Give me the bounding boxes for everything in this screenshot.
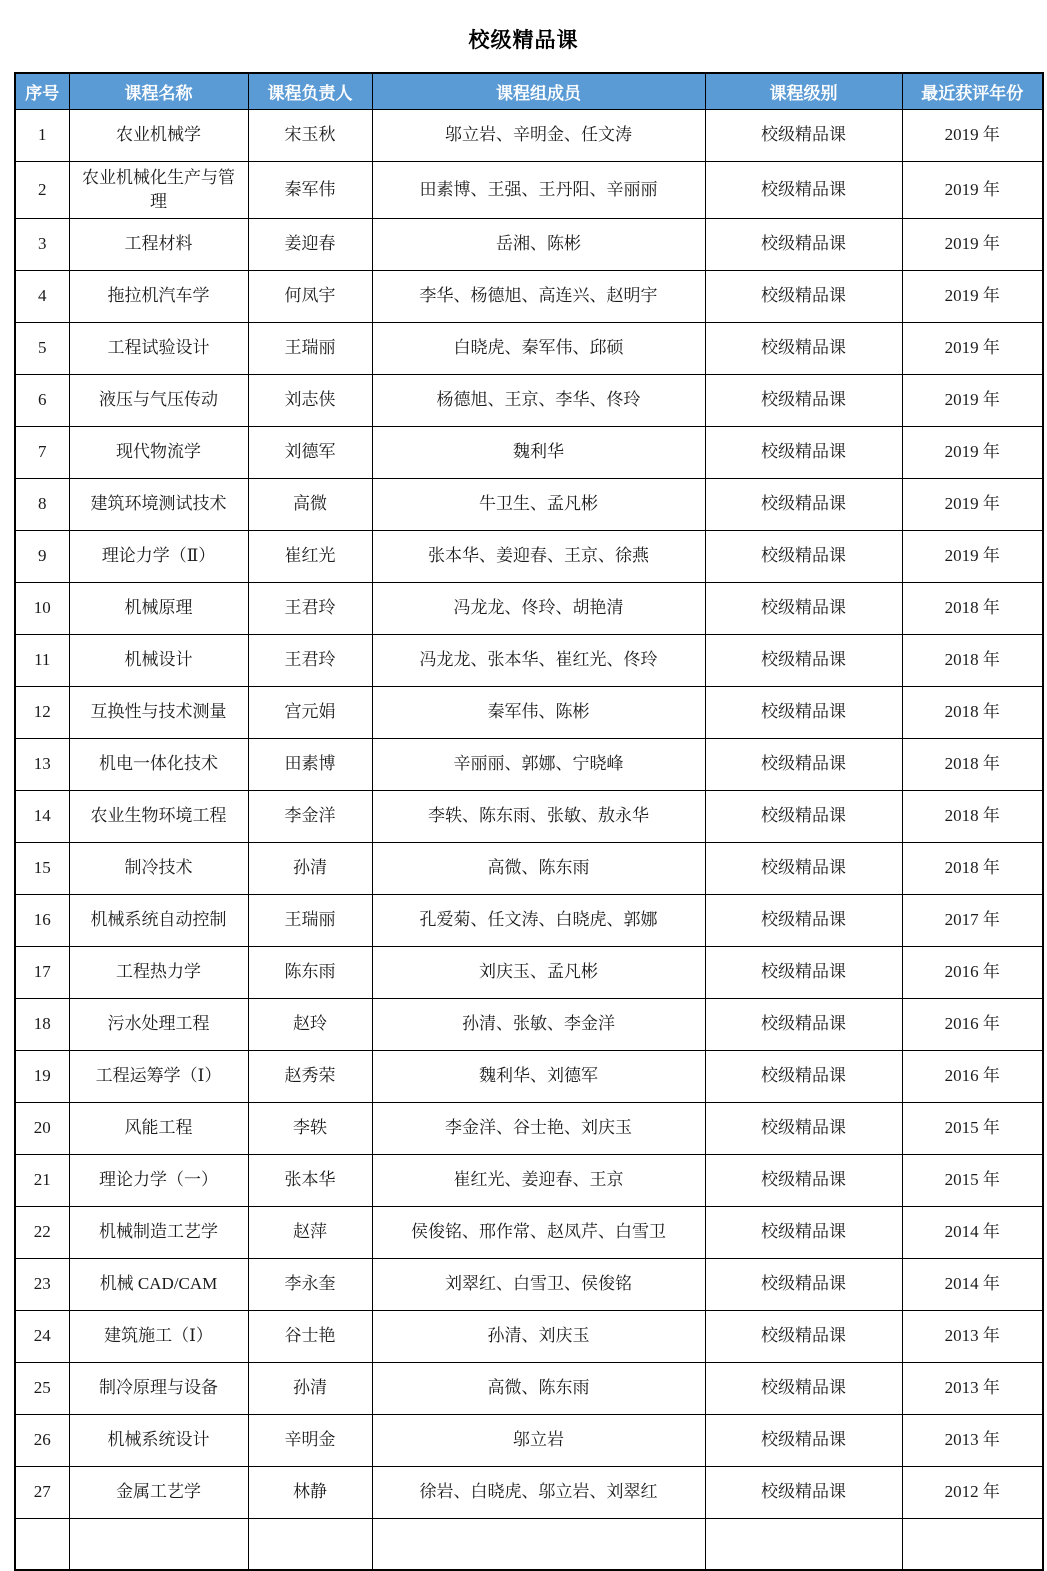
table-row [15,530,1043,582]
table-row [15,322,1043,374]
course-cell: 理论力学（Ⅱ） [69,530,248,582]
year-cell: 2019 年 [902,426,1043,478]
members-cell: 高微、陈东雨 [372,1362,705,1414]
course-cell: 机械原理 [69,582,248,634]
leader-cell: 王君玲 [248,582,372,634]
no-cell: 21 [15,1154,69,1206]
level-cell: 校级精品课 [705,998,902,1050]
no-cell: 4 [15,270,69,322]
year-cell: 2016 年 [902,1050,1043,1102]
course-cell: 污水处理工程 [69,998,248,1050]
table-row [15,1206,1043,1258]
year-cell: 2014 年 [902,1258,1043,1310]
leader-cell: 李轶 [248,1102,372,1154]
no-cell: 17 [15,946,69,998]
year-cell: 2016 年 [902,998,1043,1050]
table-row [15,998,1043,1050]
members-cell: 田素博、王强、王丹阳、辛丽丽 [372,161,705,218]
level-cell: 校级精品课 [705,946,902,998]
table-row [15,582,1043,634]
leader-cell: 谷士艳 [248,1310,372,1362]
table-row [15,1154,1043,1206]
members-cell: 邬立岩 [372,1414,705,1466]
table-row [15,374,1043,426]
no-cell: 8 [15,478,69,530]
year-cell: 2018 年 [902,686,1043,738]
leader-cell: 李永奎 [248,1258,372,1310]
level-cell: 校级精品课 [705,1258,902,1310]
leader-cell: 林静 [248,1466,372,1518]
course-cell: 农业机械化生产与管理 [69,161,248,218]
no-cell-empty [15,1518,69,1570]
course-cell: 风能工程 [69,1102,248,1154]
no-cell: 27 [15,1466,69,1518]
course-cell: 工程热力学 [69,946,248,998]
level-cell: 校级精品课 [705,478,902,530]
level-cell: 校级精品课 [705,634,902,686]
year-cell: 2019 年 [902,161,1043,218]
year-cell-empty [902,1518,1043,1570]
table-row-partial [15,1518,1043,1570]
leader-cell: 赵秀荣 [248,1050,372,1102]
no-cell: 10 [15,582,69,634]
leader-cell: 刘德军 [248,426,372,478]
members-cell: 杨德旭、王京、李华、佟玲 [372,374,705,426]
no-cell: 2 [15,161,69,218]
members-cell: 崔红光、姜迎春、王京 [372,1154,705,1206]
members-cell: 刘翠红、白雪卫、侯俊铭 [372,1258,705,1310]
no-cell: 22 [15,1206,69,1258]
leader-cell: 刘志侠 [248,374,372,426]
level-cell-empty [705,1518,902,1570]
table-row [15,109,1043,161]
course-cell: 机电一体化技术 [69,738,248,790]
course-cell: 拖拉机汽车学 [69,270,248,322]
table-row [15,1310,1043,1362]
members-cell: 魏利华、刘德军 [372,1050,705,1102]
no-cell: 16 [15,894,69,946]
course-cell: 金属工艺学 [69,1466,248,1518]
table-row [15,894,1043,946]
members-cell: 徐岩、白晓虎、邬立岩、刘翠红 [372,1466,705,1518]
leader-cell: 辛明金 [248,1414,372,1466]
leader-cell: 何凤宇 [248,270,372,322]
table-body [15,109,1043,1570]
leader-cell: 陈东雨 [248,946,372,998]
leader-cell: 王瑞丽 [248,322,372,374]
course-cell: 制冷技术 [69,842,248,894]
year-cell: 2018 年 [902,634,1043,686]
level-cell: 校级精品课 [705,1414,902,1466]
table-row [15,842,1043,894]
course-cell: 工程材料 [69,218,248,270]
table-row [15,218,1043,270]
year-cell: 2019 年 [902,322,1043,374]
year-cell: 2013 年 [902,1362,1043,1414]
table-row [15,1466,1043,1518]
course-cell: 理论力学（一） [69,1154,248,1206]
header-cell-year: 最近获评年份 [902,73,1043,109]
leader-cell: 李金洋 [248,790,372,842]
members-cell: 辛丽丽、郭娜、宁晓峰 [372,738,705,790]
no-cell: 15 [15,842,69,894]
members-cell: 岳湘、陈彬 [372,218,705,270]
members-cell: 高微、陈东雨 [372,842,705,894]
table-row [15,478,1043,530]
level-cell: 校级精品课 [705,1102,902,1154]
course-cell: 工程试验设计 [69,322,248,374]
leader-cell: 田素博 [248,738,372,790]
year-cell: 2019 年 [902,218,1043,270]
header-row [15,73,1043,109]
table-row [15,946,1043,998]
no-cell: 12 [15,686,69,738]
level-cell: 校级精品课 [705,738,902,790]
members-cell: 孔爱菊、任文涛、白晓虎、郭娜 [372,894,705,946]
members-cell: 孙清、刘庆玉 [372,1310,705,1362]
leader-cell: 宋玉秋 [248,109,372,161]
level-cell: 校级精品课 [705,1206,902,1258]
header-cell-no: 序号 [15,73,69,109]
table-row [15,1258,1043,1310]
level-cell: 校级精品课 [705,218,902,270]
header-cell-leader: 课程负责人 [248,73,372,109]
members-cell-empty [372,1518,705,1570]
no-cell: 26 [15,1414,69,1466]
members-cell: 冯龙龙、张本华、崔红光、佟玲 [372,634,705,686]
level-cell: 校级精品课 [705,270,902,322]
level-cell: 校级精品课 [705,374,902,426]
course-cell: 建筑环境测试技术 [69,478,248,530]
level-cell: 校级精品课 [705,842,902,894]
leader-cell: 高微 [248,478,372,530]
no-cell: 3 [15,218,69,270]
table-row [15,634,1043,686]
members-cell: 孙清、张敏、李金洋 [372,998,705,1050]
table-row [15,161,1043,218]
level-cell: 校级精品课 [705,1050,902,1102]
year-cell: 2014 年 [902,1206,1043,1258]
leader-cell: 王君玲 [248,634,372,686]
course-cell: 互换性与技术测量 [69,686,248,738]
course-table [14,72,1044,1571]
course-cell: 建筑施工（Ⅰ） [69,1310,248,1362]
leader-cell: 秦军伟 [248,161,372,218]
members-cell: 秦军伟、陈彬 [372,686,705,738]
leader-cell: 孙清 [248,842,372,894]
no-cell: 5 [15,322,69,374]
level-cell: 校级精品课 [705,1362,902,1414]
no-cell: 6 [15,374,69,426]
page-title: 校级精品课 [468,29,579,52]
level-cell: 校级精品课 [705,530,902,582]
level-cell: 校级精品课 [705,582,902,634]
no-cell: 20 [15,1102,69,1154]
course-cell: 机械系统自动控制 [69,894,248,946]
course-cell: 液压与气压传动 [69,374,248,426]
leader-cell: 宫元娟 [248,686,372,738]
members-cell: 邬立岩、辛明金、任文涛 [372,109,705,161]
level-cell: 校级精品课 [705,1310,902,1362]
table-row [15,1362,1043,1414]
course-cell: 农业生物环境工程 [69,790,248,842]
year-cell: 2018 年 [902,790,1043,842]
year-cell: 2019 年 [902,109,1043,161]
no-cell: 18 [15,998,69,1050]
no-cell: 24 [15,1310,69,1362]
year-cell: 2019 年 [902,270,1043,322]
no-cell: 14 [15,790,69,842]
level-cell: 校级精品课 [705,894,902,946]
table-row [15,1050,1043,1102]
members-cell: 牛卫生、孟凡彬 [372,478,705,530]
table-header [15,73,1043,109]
leader-cell: 崔红光 [248,530,372,582]
members-cell: 李轶、陈东雨、张敏、敖永华 [372,790,705,842]
year-cell: 2015 年 [902,1102,1043,1154]
no-cell: 13 [15,738,69,790]
level-cell: 校级精品课 [705,426,902,478]
table-row [15,1102,1043,1154]
header-cell-members: 课程组成员 [372,73,705,109]
no-cell: 23 [15,1258,69,1310]
no-cell: 11 [15,634,69,686]
level-cell: 校级精品课 [705,1466,902,1518]
year-cell: 2012 年 [902,1466,1043,1518]
course-cell: 机械制造工艺学 [69,1206,248,1258]
course-cell: 工程运筹学（Ⅰ） [69,1050,248,1102]
course-cell-empty [69,1518,248,1570]
course-cell: 制冷原理与设备 [69,1362,248,1414]
course-cell: 机械系统设计 [69,1414,248,1466]
members-cell: 李金洋、谷士艳、刘庆玉 [372,1102,705,1154]
course-cell: 机械 CAD/CAM [69,1258,248,1310]
level-cell: 校级精品课 [705,686,902,738]
leader-cell: 赵玲 [248,998,372,1050]
members-cell: 冯龙龙、佟玲、胡艳清 [372,582,705,634]
leader-cell: 张本华 [248,1154,372,1206]
course-cell: 农业机械学 [69,109,248,161]
level-cell: 校级精品课 [705,322,902,374]
year-cell: 2018 年 [902,582,1043,634]
year-cell: 2019 年 [902,374,1043,426]
level-cell: 校级精品课 [705,790,902,842]
no-cell: 25 [15,1362,69,1414]
table-row [15,1414,1043,1466]
no-cell: 1 [15,109,69,161]
leader-cell: 赵萍 [248,1206,372,1258]
table-row [15,270,1043,322]
members-cell: 白晓虎、秦军伟、邱硕 [372,322,705,374]
no-cell: 19 [15,1050,69,1102]
header-cell-level: 课程级别 [705,73,902,109]
year-cell: 2016 年 [902,946,1043,998]
level-cell: 校级精品课 [705,161,902,218]
table-row [15,738,1043,790]
table-row [15,686,1043,738]
members-cell: 刘庆玉、孟凡彬 [372,946,705,998]
year-cell: 2015 年 [902,1154,1043,1206]
header-cell-course: 课程名称 [69,73,248,109]
members-cell: 魏利华 [372,426,705,478]
table-row [15,426,1043,478]
level-cell: 校级精品课 [705,1154,902,1206]
members-cell: 张本华、姜迎春、王京、徐燕 [372,530,705,582]
course-cell: 现代物流学 [69,426,248,478]
year-cell: 2019 年 [902,478,1043,530]
table-row [15,790,1043,842]
members-cell: 侯俊铭、邢作常、赵凤芹、白雪卫 [372,1206,705,1258]
leader-cell: 王瑞丽 [248,894,372,946]
year-cell: 2018 年 [902,738,1043,790]
leader-cell-empty [248,1518,372,1570]
leader-cell: 孙清 [248,1362,372,1414]
members-cell: 李华、杨德旭、高连兴、赵明宇 [372,270,705,322]
no-cell: 7 [15,426,69,478]
course-cell: 机械设计 [69,634,248,686]
year-cell: 2013 年 [902,1414,1043,1466]
level-cell: 校级精品课 [705,109,902,161]
year-cell: 2013 年 [902,1310,1043,1362]
leader-cell: 姜迎春 [248,218,372,270]
year-cell: 2017 年 [902,894,1043,946]
no-cell: 9 [15,530,69,582]
year-cell: 2018 年 [902,842,1043,894]
year-cell: 2019 年 [902,530,1043,582]
